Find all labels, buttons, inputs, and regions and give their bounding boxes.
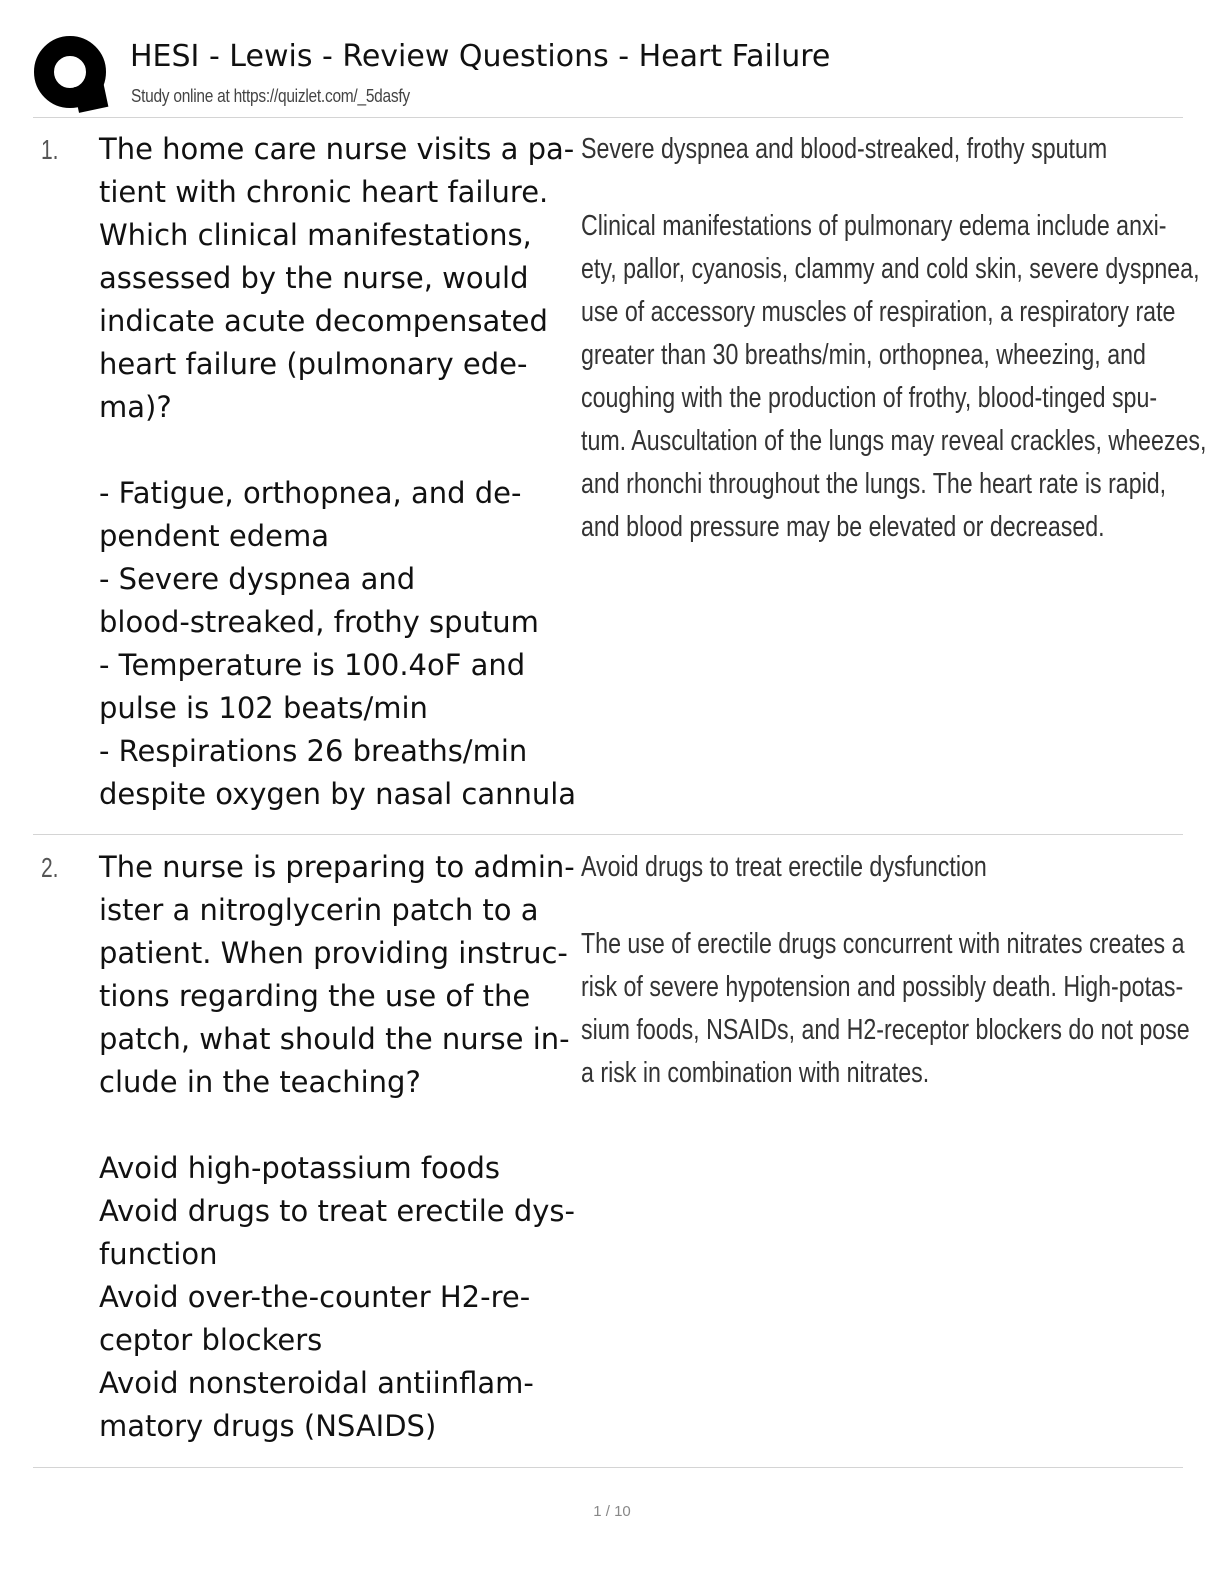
question-line: Which clinical manifestations, <box>99 218 532 252</box>
option-line: blood-streaked, frothy sputum <box>99 605 539 639</box>
question-line: ister a nitroglycerin patch to a <box>99 893 539 927</box>
explanation-line: The use of erectile drugs concurrent with nitrates creates a <box>581 928 1185 960</box>
question-line: assessed by the nurse, would <box>99 261 529 295</box>
question-text <box>99 846 577 1448</box>
option-line: pendent edema <box>99 519 329 553</box>
option-line: despite oxygen by nasal cannula <box>99 777 577 811</box>
card-number: 1. <box>41 134 59 165</box>
question-line: clude in the teaching? <box>99 1065 421 1099</box>
question-line: patient. When providing instruc- <box>99 936 568 970</box>
option-line: matory drugs (NSAIDS) <box>99 1409 437 1443</box>
answer-line: Avoid drugs to treat erectile dysfunction <box>581 851 987 883</box>
option-line: pulse is 102 beats/min <box>99 691 428 725</box>
option-line: - Temperature is 100.4oF and <box>99 648 526 682</box>
header-divider <box>33 117 1183 118</box>
study-online-link[interactable]: Study online at https://quizlet.com/_5dasfy <box>131 86 410 106</box>
explanation-line: greater than 30 breaths/min, orthopnea, wheezing, and <box>581 339 1146 371</box>
question-line: heart failure (pulmonary ede- <box>99 347 528 381</box>
option-line: function <box>99 1237 218 1271</box>
explanation-line: and blood pressure may be elevated or decreased. <box>581 511 1105 543</box>
question-line: ma)? <box>99 390 172 424</box>
question-line: The home care nurse visits a pa- <box>99 132 575 166</box>
option-line: Avoid nonsteroidal antiinflam- <box>99 1366 534 1400</box>
option-line: - Fatigue, orthopnea, and de- <box>99 476 522 510</box>
page-title: HESI - Lewis - Review Questions - Heart Failure <box>130 39 831 74</box>
question-line: The nurse is preparing to admin- <box>99 850 575 884</box>
option-line: Avoid high-potassium foods <box>99 1151 501 1185</box>
explanation-line: and rhonchi throughout the lungs. The heart rate is rapid, <box>581 468 1167 500</box>
page-header <box>32 32 1182 117</box>
explanation-line: Clinical manifestations of pulmonary edema include anxi- <box>581 210 1167 242</box>
answer-line: Severe dyspnea and blood-streaked, frothy sputum <box>581 133 1108 165</box>
question-line: patch, what should the nurse in- <box>99 1022 570 1056</box>
option-line: ceptor blockers <box>99 1323 323 1357</box>
question-line: indicate acute decompensated <box>99 304 548 338</box>
option-line: - Severe dyspnea and <box>99 562 416 596</box>
option-line: Avoid over-the-counter H2-re- <box>99 1280 531 1314</box>
question-line: tient with chronic heart failure. <box>99 175 549 209</box>
explanation-line: coughing with the production of frothy, blood-tinged spu- <box>581 382 1158 414</box>
quizlet-logo-icon <box>32 34 112 114</box>
explanation-line: sium foods, NSAIDs, and H2-receptor blockers do not pose <box>581 1014 1190 1046</box>
question-text <box>99 128 577 816</box>
card-number: 2. <box>41 852 59 883</box>
card-divider <box>33 834 1183 835</box>
explanation-line: ety, pallor, cyanosis, clammy and cold skin, severe dyspnea, <box>581 253 1200 285</box>
page-number: 1 / 10 <box>593 1503 631 1520</box>
option-line: Avoid drugs to treat erectile dys- <box>99 1194 575 1228</box>
question-line: tions regarding the use of the <box>99 979 531 1013</box>
answer-text <box>581 128 1207 549</box>
card-divider <box>33 1467 1183 1468</box>
explanation-line: tum. Auscultation of the lungs may reveal crackles, wheezes, <box>581 425 1207 457</box>
explanation-line: a risk in combination with nitrates. <box>581 1057 930 1089</box>
explanation-line: use of accessory muscles of respiration, a respiratory rate <box>581 296 1176 328</box>
answer-text <box>581 846 1190 1095</box>
explanation-line: risk of severe hypotension and possibly death. High-potas- <box>581 971 1184 1003</box>
option-line: - Respirations 26 breaths/min <box>99 734 528 768</box>
